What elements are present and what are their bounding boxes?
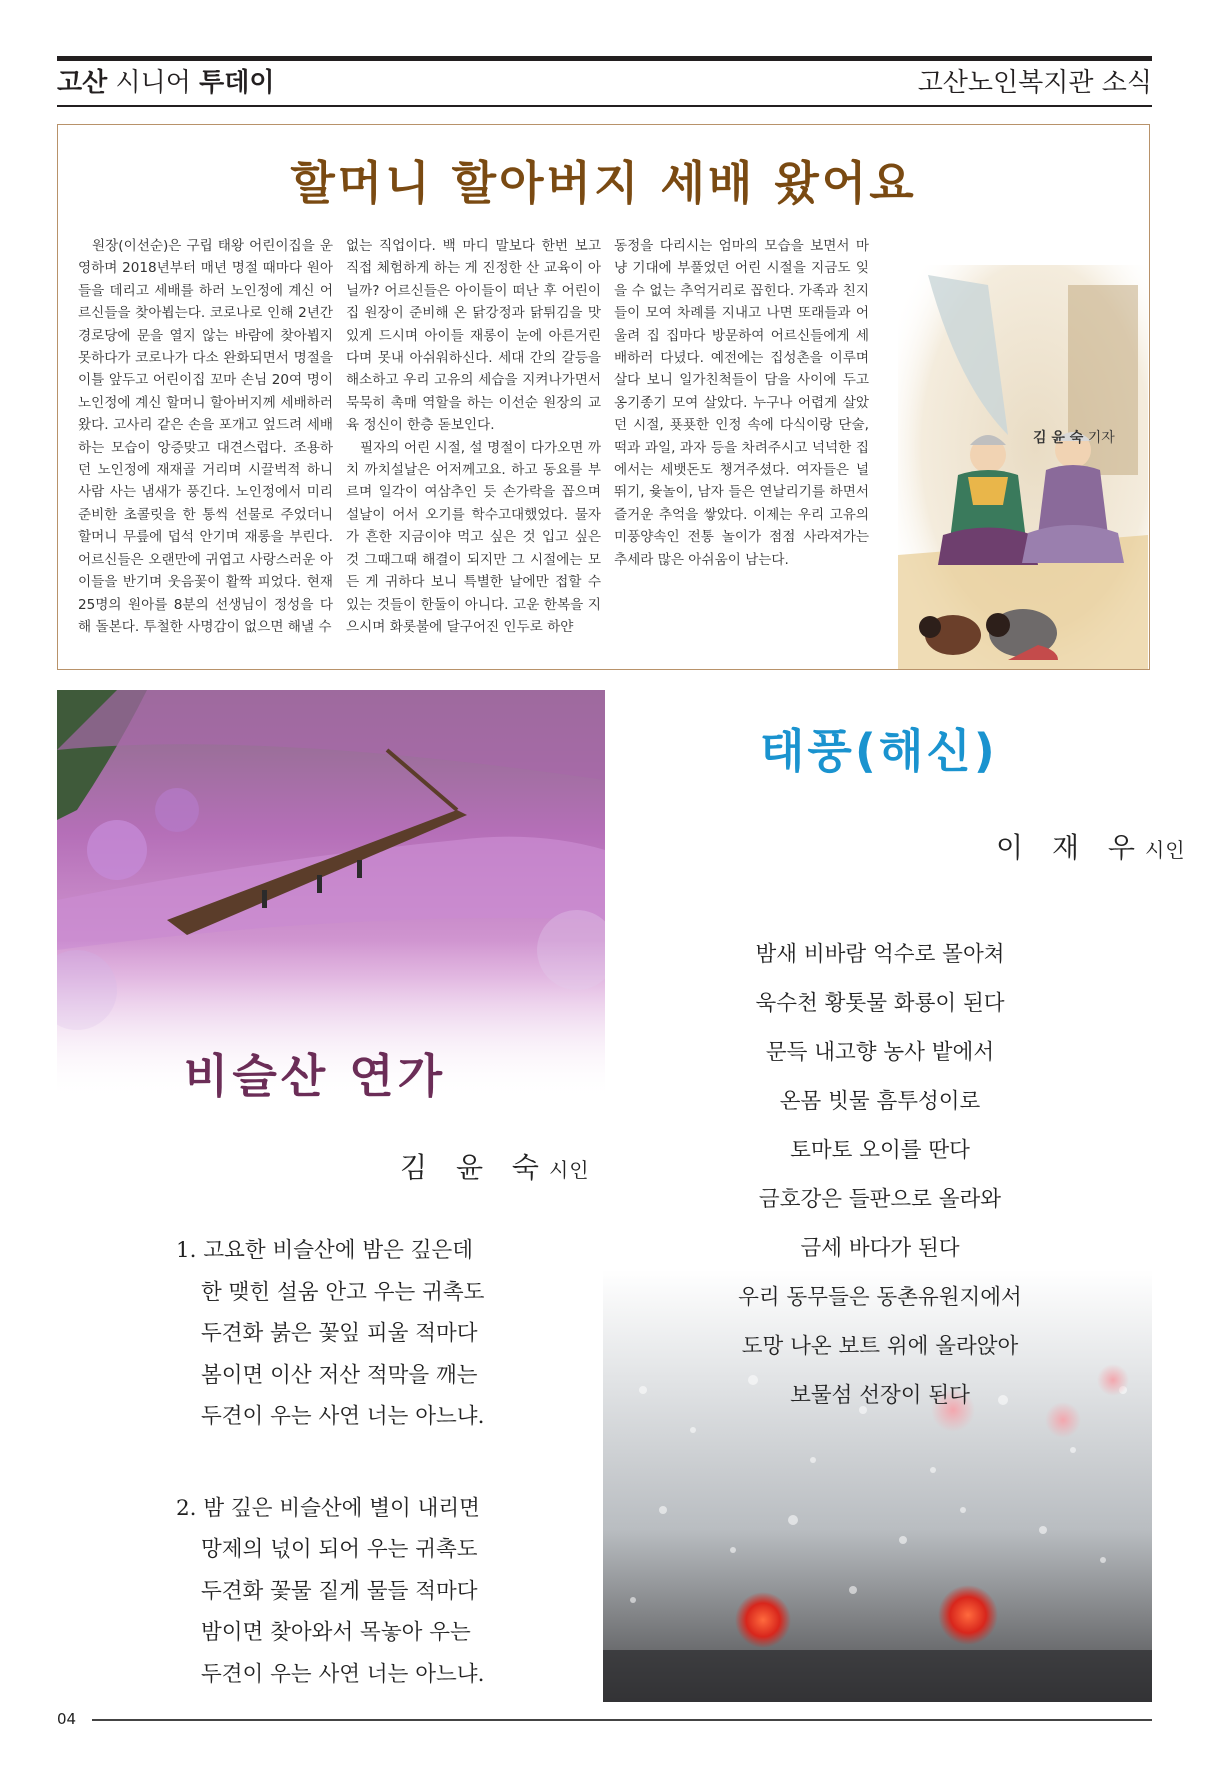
poem-line: 두견이 우는 사연 너는 아느냐. bbox=[201, 1404, 485, 1429]
article-column-3 bbox=[614, 235, 869, 655]
poem-right-title: 태풍(해신) bbox=[760, 724, 998, 778]
poem-line: 밤새 비바람 억수로 몰아쳐 bbox=[755, 942, 1005, 967]
article-paragraph: 필자의 어린 시절, 설 명절이 다가오면 까치 까치설날은 어저께고요. 하고 동요를 부르며 일각이 여삼추인 듯 손가락을 꼽으며 설날이 어서 오기를 학수고대했었다. 물자가 흔한 지금이야 먹고 싶은 것 입고 싶은 것 그때그때 해결이 되지만 그 시절에는 모든 게 귀하다 보니 특별한 날에만 접할 수 있는 것들이 한둘이 아니다. 고운 한복을 지으시며 화롯불에 달구어진 인두로 하얀 bbox=[346, 439, 601, 635]
article-paragraph: 없는 직업이다. 백 마디 말보다 한번 보고 직접 체험하게 하는 게 진정한 산 교육이 아닐까? 어르신들은 아이들이 떠난 후 어린이집 원장이 준비해 온 닭강정과 닭튀김을 맛있게 드시며 아이들 재롱이 눈에 아른거린다며 못내 아쉬워하신다. 세대 간의 갈등을 해소하고 우리 고유의 세습을 지켜나가면서 묵묵히 촉매 역할을 하는 이선순 원장의 교육 정신이 한층 돋보인다. bbox=[346, 238, 601, 434]
poem-line: 두견화 붉은 꽃잎 피울 적마다 bbox=[201, 1321, 478, 1346]
section-title: 고산노인복지관 소식 bbox=[917, 68, 1152, 98]
brand-part-3: 투데이 bbox=[199, 68, 275, 98]
poem-line: 금세 바다가 된다 bbox=[800, 1236, 960, 1261]
header-top-rule bbox=[57, 56, 1152, 61]
poem-right-body bbox=[700, 930, 1060, 1420]
byline-role: 기자 bbox=[1087, 430, 1115, 446]
poem-left-author-name: 김 윤 숙 bbox=[400, 1151, 549, 1184]
poem-line: 1. 고요한 비슬산에 밤은 깊은데 bbox=[176, 1238, 474, 1263]
header-bottom-rule bbox=[57, 105, 1152, 107]
article-paragraph: 동정을 다리시는 엄마의 모습을 보면서 마냥 기대에 부풀었던 어린 시절을 지금도 잊을 수 없는 추억거리로 꼽힌다. 가족과 친지들이 모여 차례를 지내고 나면 또래들과 어울려 집 집마다 방문하여 어르신들에게 세배하러 다녔다. 예전에는 집성촌을 이루며 살다 보니 일가친척들이 담을 사이에 두고 옹기종기 모여 살았다. 누구나 어렵게 살았던 시절, 푯푯한 인정 속에 다식이랑 단술, 떡과 과일, 과자 등을 차려주시고 넉넉한 집에서는 세뱃돈도 챙겨주셨다. 여자들은 널뛰기, 윷놀이, 남자 들은 연날리기를 하면서 즐거운 추억을 쌓았다. 이제는 우리 고유의 미풍양속인 전통 놀이가 점점 사라져가는 추세라 많은 아쉬움이 남는다. bbox=[614, 238, 869, 568]
poem-left-author-role: 시인 bbox=[548, 1158, 590, 1182]
brand-part-1: 고산 bbox=[57, 68, 108, 98]
footer-rule bbox=[92, 1719, 1152, 1721]
poem-line: 두견이 우는 사연 너는 아느냐. bbox=[201, 1661, 485, 1687]
article-box bbox=[57, 124, 1150, 670]
azalea-mountain-photo bbox=[57, 690, 605, 1100]
poem-left-verse-2 bbox=[176, 1488, 484, 1696]
poem-right-author-role: 시인 bbox=[1144, 838, 1186, 862]
poem-line: 밤이면 찾아와서 목놓아 우는 bbox=[201, 1620, 471, 1645]
poem-left-body bbox=[176, 1230, 484, 1745]
brand-part-2: 시니어 bbox=[107, 68, 200, 98]
article-column-1 bbox=[78, 235, 333, 655]
poem-right-author-name: 이 재 우 bbox=[996, 831, 1145, 864]
poem-right-author bbox=[996, 826, 1186, 866]
article-column-2 bbox=[346, 235, 601, 655]
article-byline bbox=[1033, 427, 1115, 447]
article-body bbox=[78, 235, 1138, 655]
article-paragraph: 원장(이선순)은 구립 태왕 어린이집을 운영하며 2018년부터 매년 명절 때마다 원아들을 데리고 세배를 하러 노인정에 계신 어르신들을 찾아뵙는다. 코로나로 인해 2년간 경로당에 문을 열지 않는 바람에 찾아뵙지 못하다가 코로나가 다소 완화되면서 명절을 이틀 앞두고 어린이집 꼬마 손님 20여 명이 노인정에 계신 할머니 할아버지께 세배하러 왔다. 고사리 같은 손을 포개고 엎드려 세배하는 모습이 앙증맞고 대견스럽다. 조용하던 노인정에 재재골 거리며 시끌벅적 하니 사람 사는 냄새가 풍긴다. 노인정에서 미리 준비한 초콜릿을 한 통씩 선물로 주었더니 할머니 무릎에 덥석 안기며 재롱을 부린다. 어르신들은 오랜만에 귀엽고 사랑스러운 아이들을 반기며 웃음꽃이 활짝 피었다. 현재 25명의 원아를 8분의 선생님이 정성을 다해 돌본다. 투철한 사명감이 없으면 해낼 수 bbox=[78, 238, 333, 635]
newsletter-brand bbox=[57, 66, 274, 100]
poem-line: 두견화 꽃물 짙게 물들 적마다 bbox=[201, 1578, 478, 1604]
poem-line: 2. 밤 깊은 비슬산에 별이 내리면 bbox=[176, 1495, 480, 1521]
poem-line: 토마토 오이를 딴다 bbox=[790, 1138, 970, 1163]
poem-line: 봄이면 이산 저산 적막을 깨는 bbox=[201, 1362, 478, 1388]
poem-line: 온몸 빗물 흠투성이로 bbox=[779, 1089, 981, 1114]
poem-left-title: 비슬산 연가 bbox=[183, 1049, 447, 1103]
poem-line: 문득 내고향 농사 밭에서 bbox=[765, 1040, 995, 1065]
poem-line: 망제의 넋이 되어 우는 귀촉도 bbox=[201, 1537, 478, 1562]
poem-line: 욱수천 황톳물 화룡이 된다 bbox=[755, 991, 1005, 1016]
poem-line: 우리 동무들은 동촌유원지에서 bbox=[738, 1285, 1022, 1310]
page-number: 04 bbox=[57, 1710, 77, 1728]
byline-name: 김 윤 숙 bbox=[1033, 430, 1084, 446]
poem-line: 금호강은 들판으로 올라와 bbox=[758, 1187, 1002, 1212]
poem-left-verse-1 bbox=[176, 1230, 484, 1438]
poem-left-author bbox=[400, 1146, 590, 1186]
poem-line: 한 맺힌 설움 안고 우는 귀촉도 bbox=[201, 1279, 485, 1305]
poem-line: 보물섬 선장이 된다 bbox=[790, 1383, 970, 1408]
poem-line: 도망 나온 보트 위에 올라앉아 bbox=[741, 1334, 1019, 1359]
article-title: 할머니 할아버지 세배 왔어요 bbox=[290, 156, 917, 210]
